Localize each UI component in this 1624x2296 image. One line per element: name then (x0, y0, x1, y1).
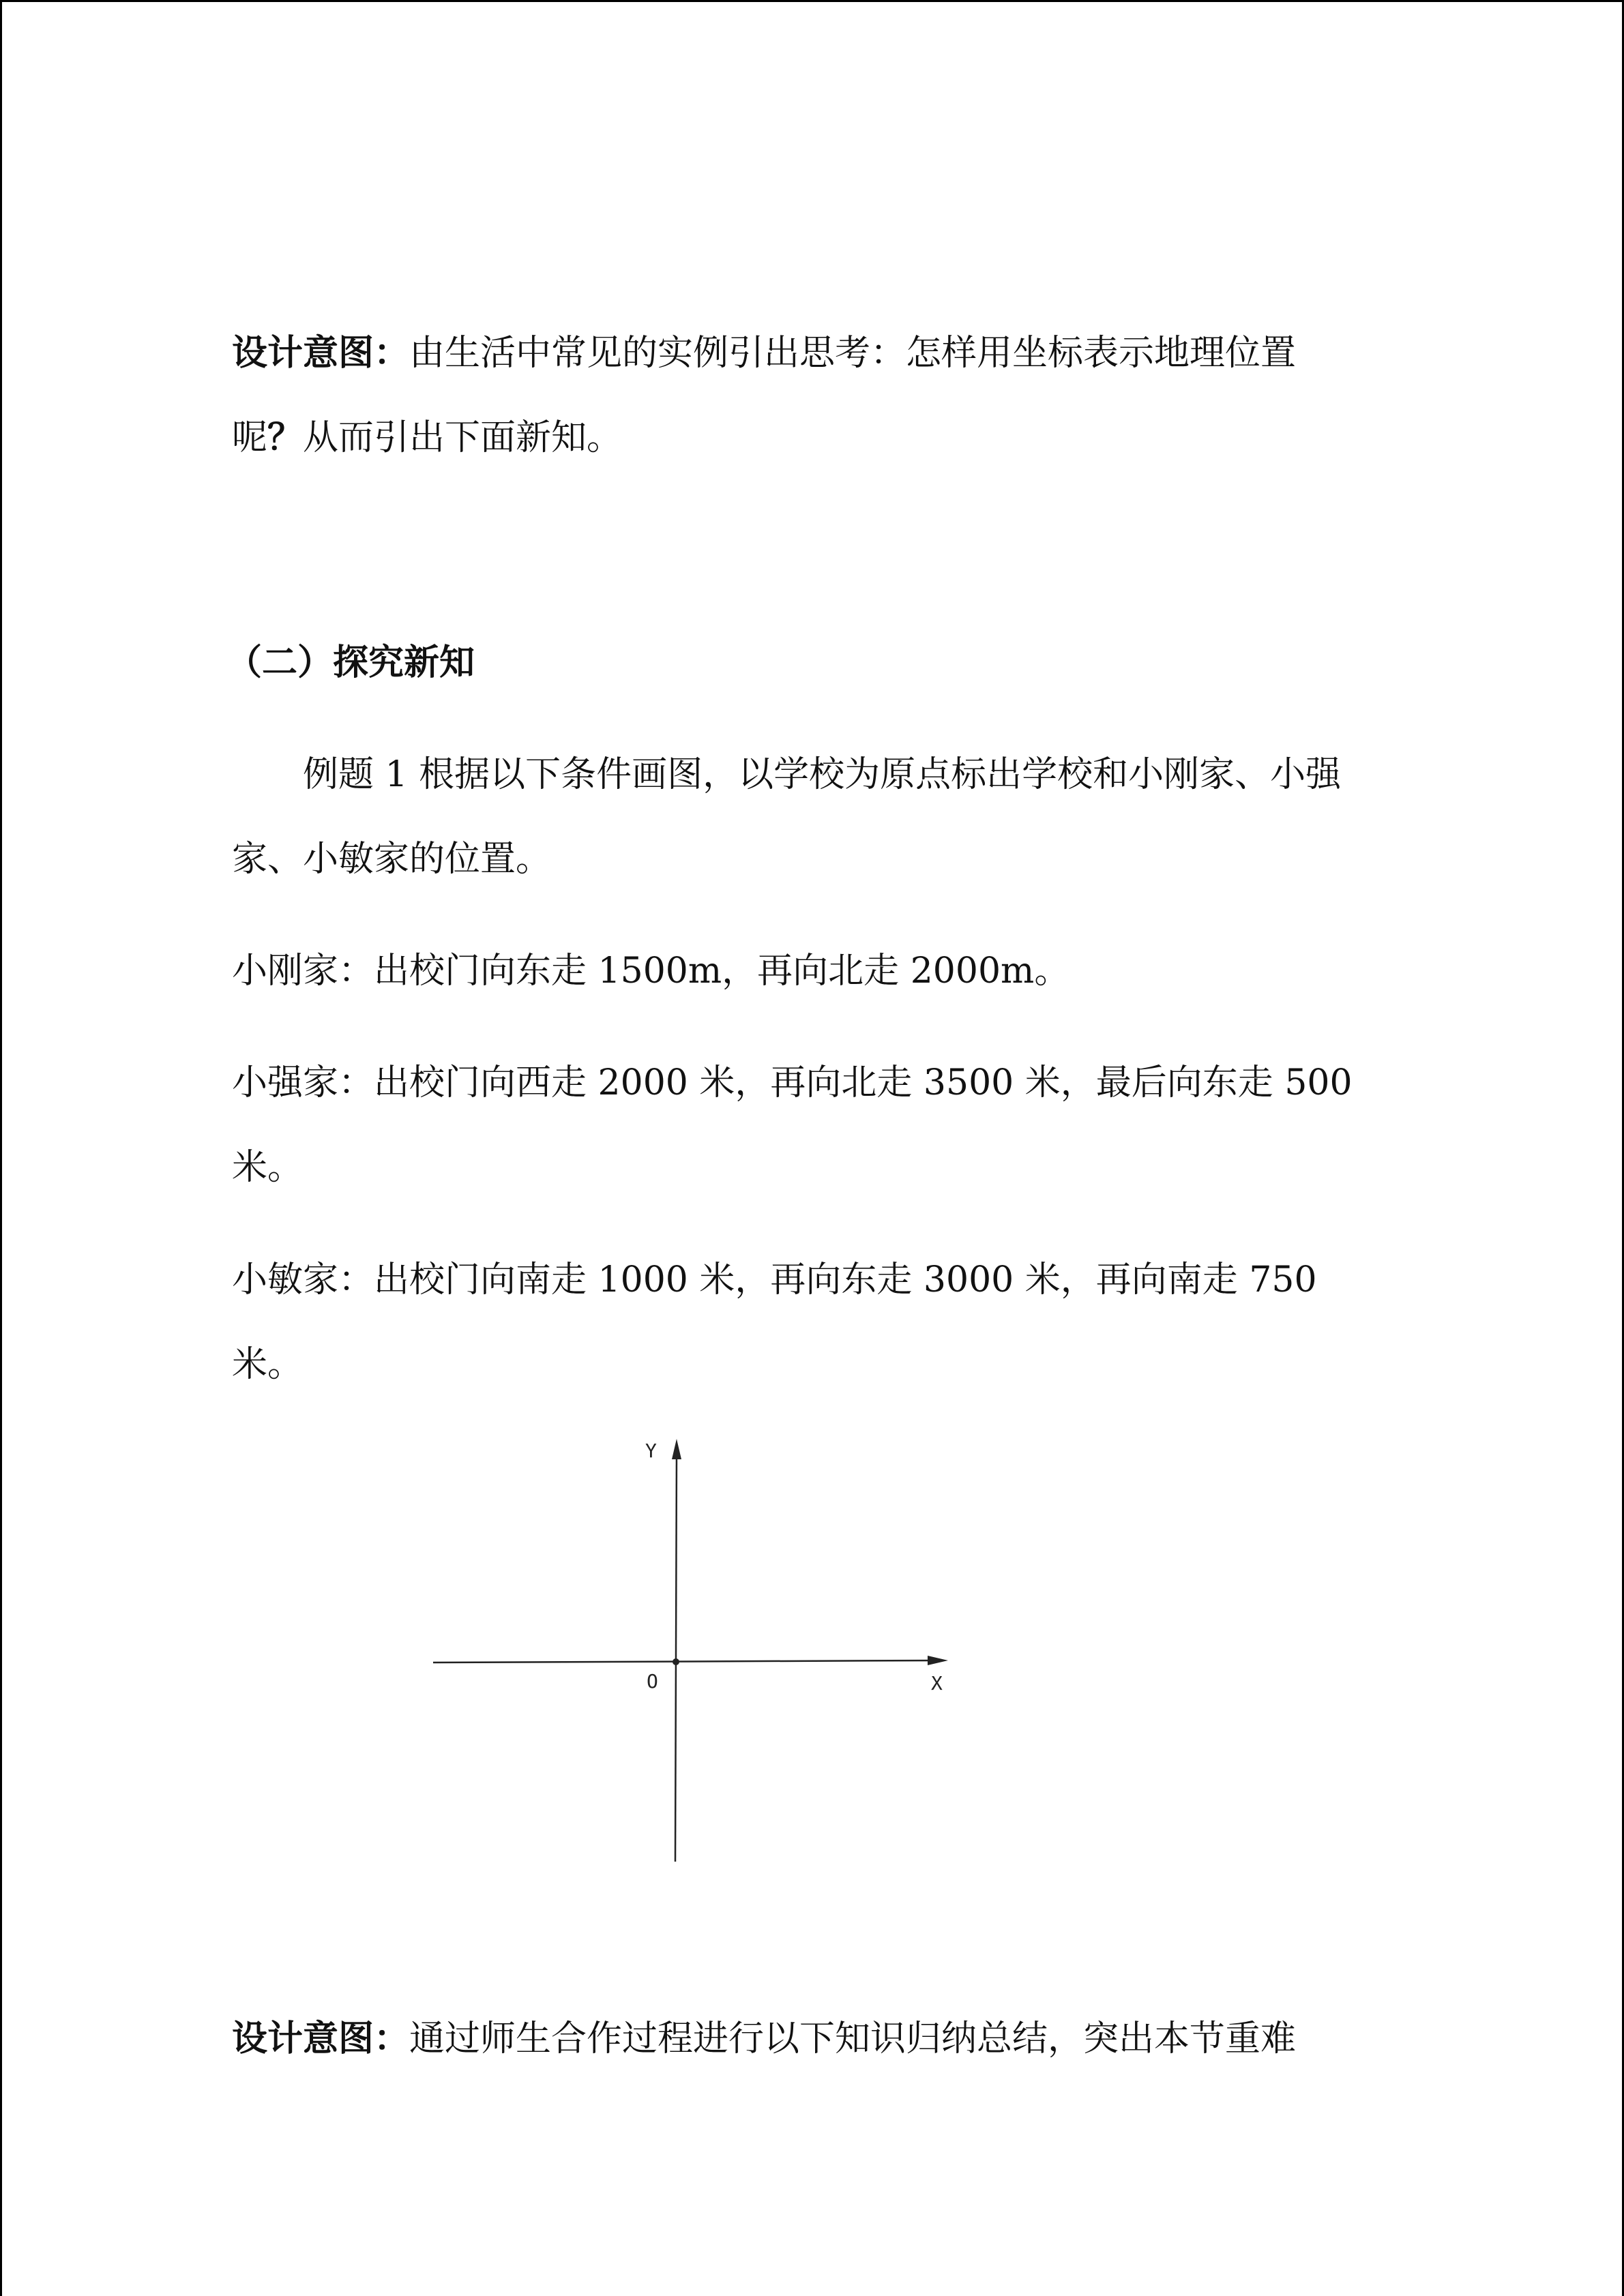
coordinate-axes-svg (423, 1429, 969, 1872)
x-axis-arrow-icon (928, 1656, 948, 1665)
design-intent-text-1: 由生活中常见的实例引出思考：怎样用坐标表示地理位置 (409, 333, 1297, 374)
design-intent-paragraph-2 (232, 1997, 1391, 2081)
y-axis-arrow-icon (672, 1439, 681, 1459)
design-intent-text-2: 通过师生合作过程进行以下知识归纳总结，突出本节重难 (409, 2018, 1297, 2059)
condition-xiaogang: 小刚家：出校门向东走 1500m，再向北走 2000m。 (232, 951, 1070, 992)
design-intent-paragraph-1 (232, 311, 1391, 480)
y-axis-line (675, 1449, 677, 1862)
coordinate-axes-figure (423, 1429, 969, 1872)
design-intent-text-1b: 从而引出下面新知。 (303, 417, 623, 458)
design-intent-text-1b-start: 呢 (232, 417, 268, 458)
design-intent-label-2: 设计意图： (232, 2018, 410, 2059)
design-intent-question-mark: ？ (267, 417, 304, 458)
section-title: （二）探究新知 (226, 642, 475, 683)
x-axis-line (433, 1660, 938, 1663)
design-intent-label-1: 设计意图： (232, 332, 410, 374)
example-paragraph: 例题 1 根据以下条件画图，以学校为原点标出学校和小刚家、小强家、小敏家的位置。 (232, 754, 1342, 880)
condition-xiaomin: 小敏家：出校门向南走 1000 米，再向东走 3000 米，再向南走 750 米。 (232, 1259, 1317, 1385)
x-axis-label: X (931, 1672, 943, 1695)
origin-dot (673, 1658, 679, 1665)
origin-label: O (647, 1670, 658, 1693)
condition-xiaoqiang: 小强家：出校门向西走 2000 米，再向北走 3500 米，最后向东走 500 米。 (232, 1062, 1353, 1188)
y-axis-label: Y (645, 1440, 657, 1462)
